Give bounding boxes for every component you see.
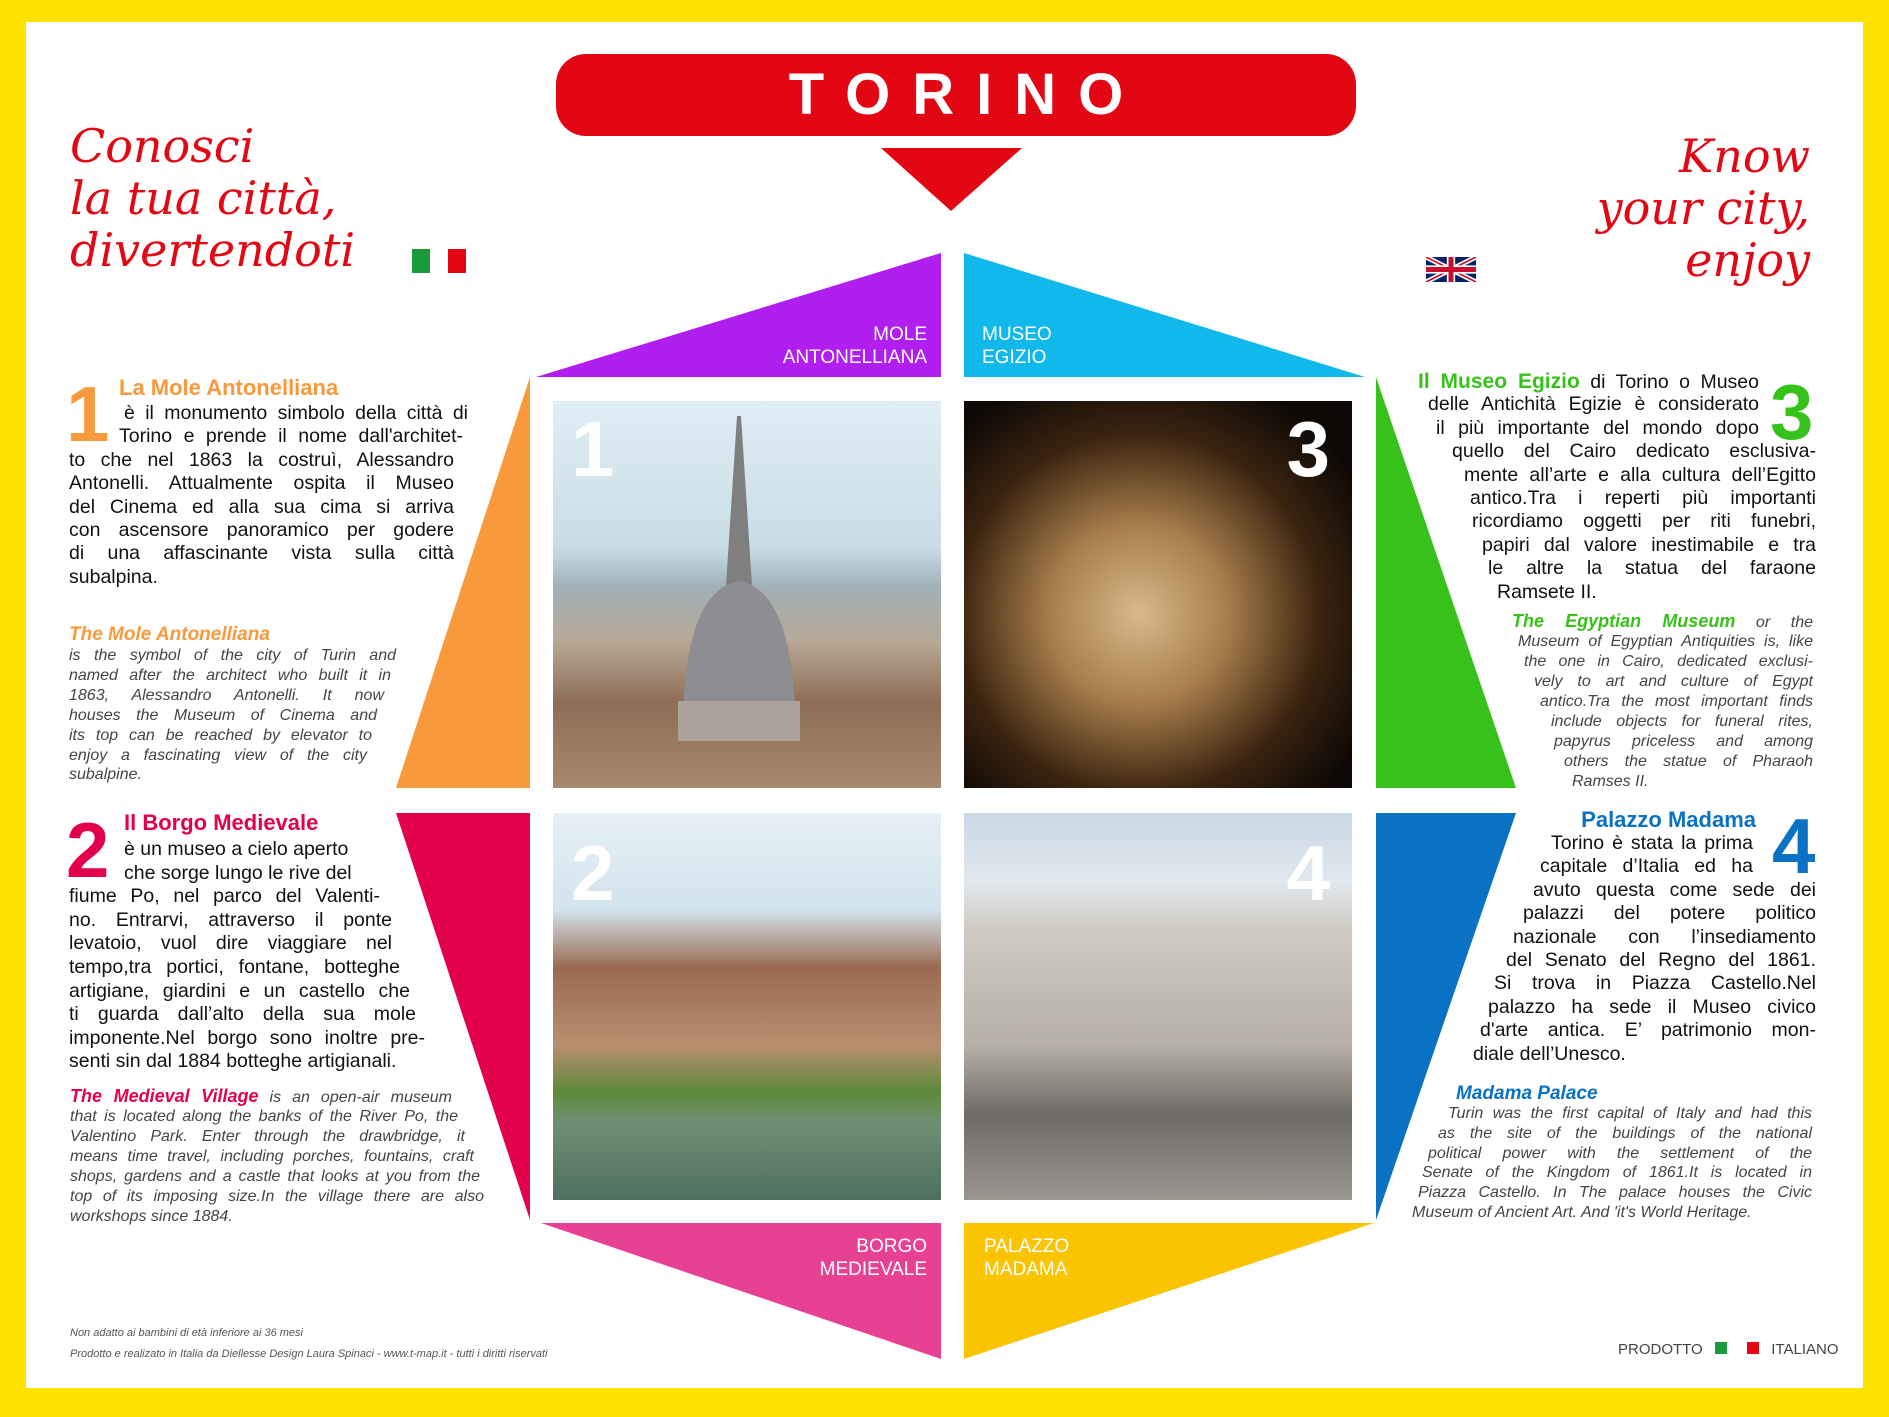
section-text-line: che sorge lungo le rive del (124, 861, 352, 884)
label-line: PALAZZO (984, 1236, 1070, 1257)
section-text-line: Valentino Park. Enter through the drawbridge, it (70, 1128, 465, 1145)
section-text-line: enjoy a fascinating view of the city (69, 746, 367, 764)
section-text-line: Piazza Castello. In The palace houses the Civic (1418, 1184, 1812, 1202)
section-text-line: palazzi del potere politico (1523, 902, 1816, 925)
section-text-line: Antonelli. Attualmente ospita il Museo (69, 472, 454, 495)
section-text-line: d'arte antica. E’ patrimonio mon- (1480, 1019, 1816, 1042)
english-slogan (1597, 130, 1810, 286)
label-line: ANTONELLIANA (782, 347, 927, 368)
section-text-line: papyrus priceless and among (1554, 733, 1813, 750)
section-text-line: capitale d’Italia ed ha (1540, 855, 1753, 878)
section-text-line: diale dell’Unesco. (1473, 1042, 1626, 1065)
section-text-line: Torino e prende il nome dall'architet- (119, 425, 463, 448)
uk-flag-icon (1422, 257, 1480, 282)
photo-number: 2 (571, 829, 615, 917)
photo-palazzo-madama (964, 813, 1352, 1200)
section-text-line: political power with the settlement of the (1428, 1144, 1812, 1162)
section-text-line: il più importante del mondo dopo (1436, 416, 1759, 439)
page-title: TORINO (556, 54, 1356, 136)
section-title: The Mole Antonelliana (69, 624, 270, 645)
section-text-line: antico.Tra the most important finds (1540, 693, 1813, 710)
section-text-line: means time travel, including porches, fountains, craft (70, 1148, 474, 1165)
section-text-line: no. Entrarvi, attraverso il ponte (69, 908, 392, 931)
slogan-line: enjoy (1685, 233, 1810, 287)
section-text-line: tempo,tra portici, fontane, botteghe (69, 956, 400, 978)
label-line: MOLE (873, 324, 927, 345)
section-text-line: others the statue of Pharaoh (1564, 753, 1813, 770)
section-text: is an open-air museum (258, 1089, 452, 1106)
section-text-line: artigiane, giardini e un castello che (69, 979, 410, 1002)
footer-warning: Non adatto ai bambini di età inferiore ai 36 mesi (70, 1327, 303, 1339)
section-text-line (1512, 612, 1813, 632)
section-text-line: vely to art and culture of Egypt (1534, 673, 1813, 690)
section-text-line: avuto questa come sede dei (1533, 878, 1816, 901)
section-text-line: that is located along the banks of the River Po, the (70, 1108, 458, 1125)
green-square-icon (1715, 1342, 1727, 1354)
photo-museo-egizio (964, 401, 1352, 788)
label-palazzo-madama (984, 1235, 1069, 1281)
section-text-line: Museum of Ancient Art. And 'it's World Heritage. (1412, 1204, 1752, 1221)
slogan-line: divertendoti (70, 223, 356, 277)
section-title: The Egyptian Museum (1512, 611, 1736, 631)
section-text-line: ricordiamo oggetti per riti funebri, (1472, 510, 1816, 533)
section-text-line: è un museo a cielo aperto (124, 838, 349, 860)
section-text-line: named after the architect who built it in (69, 666, 391, 684)
section-title: Palazzo Madama (1581, 807, 1756, 832)
label-line: MADAMA (984, 1259, 1068, 1280)
section-text-line: con ascensore panoramico per godere (69, 519, 454, 541)
footer-credits: Prodotto e realizato in Italia da Diellesse Design Laura Spinaci - www.t-map.it - tutti i diritti riservati (70, 1348, 548, 1360)
section-text-line: Si trova in Piazza Castello.Nel (1494, 972, 1816, 995)
section-title: La Mole Antonelliana (119, 375, 339, 400)
section-text: or the (1735, 614, 1813, 631)
photo-mole-antonelliana (553, 401, 941, 788)
section-text-line: quello del Cairo dedicato esclusiva- (1452, 440, 1816, 463)
section-text-line: fiume Po, nel parco del Valenti- (69, 885, 380, 908)
slogan-line: la tua città, (70, 171, 337, 225)
section-text-line: to che nel 1863 la costruì, Alessandro (69, 448, 454, 471)
section-text-line: del Senato del Regno del 1861. (1506, 949, 1816, 971)
section-text-line: Ramsete II. (1497, 580, 1597, 603)
section-text-line: ti guarda dall’alto della sua mole (69, 1003, 416, 1026)
section-number-1: 1 (66, 370, 110, 458)
photo-borgo-medievale (553, 813, 941, 1200)
red-pointer-triangle (881, 148, 1022, 211)
section-text-line: antico.Tra i reperti più importanti (1470, 487, 1816, 509)
section-title: The Medieval Village (70, 1086, 259, 1106)
section-text-line: palazzo ha sede il Museo civico (1488, 995, 1816, 1018)
section-text-line: Museum of Egyptian Antiquities is, like (1518, 633, 1813, 650)
section-text-line: levatoio, vuol dire viaggiare nel (69, 932, 392, 955)
section-number-4: 4 (1772, 802, 1816, 890)
section-text-line: Turin was the first capital of Italy and had this (1448, 1105, 1812, 1122)
section-number-3: 3 (1770, 368, 1814, 456)
made-in-left: PRODOTTO (1618, 1341, 1703, 1358)
section-text-line (1418, 370, 1759, 393)
label-line: EGIZIO (982, 347, 1047, 368)
section-text-line: subalpine. (69, 766, 142, 784)
section-text-line: top of its imposing size.In the village there are also (70, 1188, 484, 1205)
section-text-line: subalpina. (69, 565, 158, 588)
photo-number: 1 (571, 405, 615, 493)
section-text-line: mente all’arte e alla cultura dell’Egitto (1464, 463, 1816, 486)
section-text-line: include objects for funeral rites, (1551, 713, 1813, 730)
section-text-line: its top can be reached by elevator to (69, 726, 372, 744)
section-title: Il Museo Egizio (1418, 370, 1580, 393)
italian-flag-icon (412, 249, 466, 273)
section-text: di Torino o Museo (1579, 371, 1759, 393)
made-in-right: ITALIANO (1771, 1341, 1839, 1358)
section-title: Il Borgo Medievale (124, 810, 319, 835)
made-in-italy (1618, 1341, 1839, 1358)
section-text-line: Senate of the Kingdom of 1861.It is located in (1422, 1164, 1812, 1182)
section-number-2: 2 (66, 806, 110, 894)
section-text-line: senti sin dal 1884 botteghe artigianali. (69, 1050, 397, 1073)
section-text-line: Ramses II. (1572, 773, 1649, 790)
section-text-line: the one in Cairo, dedicated exclusi- (1524, 653, 1813, 670)
label-line: MUSEO (982, 324, 1052, 345)
section-text-line: 1863, Alessandro Antonelli. It now (69, 686, 384, 704)
section-text-line: shops, gardens and a castle that looks at you from the (70, 1168, 480, 1185)
section-text-line: delle Antichità Egizie è considerato (1428, 393, 1759, 416)
slogan-line: Conosci (70, 119, 255, 173)
section-title: Madama Palace (1456, 1083, 1598, 1104)
section-text-line: houses the Museum of Cinema and (69, 706, 377, 724)
section-text-line: di una affascinante vista sulla città (69, 542, 454, 565)
label-borgo-medievale (820, 1235, 927, 1281)
label-museo-egizio (982, 323, 1052, 369)
photo-number: 4 (1286, 829, 1330, 917)
section-text-line: del Cinema ed alla sua cima si arriva (69, 495, 454, 518)
italian-slogan (70, 120, 355, 276)
section-text-line: è il monumento simbolo della città di (124, 402, 468, 424)
section-text-line: le altre la statua del faraone (1488, 557, 1816, 580)
red-square-icon (1747, 1342, 1759, 1354)
section-text-line: nazionale con l’insediamento (1513, 925, 1816, 948)
section-text-line: Torino è stata la prima (1551, 832, 1753, 854)
section-text-line: imponente.Nel borgo sono inoltre pre- (69, 1026, 425, 1049)
section-text-line: as the site of the buildings of the national (1438, 1124, 1812, 1142)
photo-number: 3 (1286, 405, 1330, 493)
label-line: MEDIEVALE (819, 1259, 927, 1280)
slogan-line: your city, (1596, 181, 1810, 235)
section-text-line: papiri dal valore inestimabile e tra (1482, 533, 1816, 556)
label-mole-antonelliana (783, 323, 927, 369)
section-text-line: workshops since 1884. (70, 1208, 233, 1225)
label-line: BORGO (856, 1236, 927, 1257)
slogan-line: Know (1678, 129, 1810, 183)
section-text-line (70, 1087, 452, 1107)
section-text-line: is the symbol of the city of Turin and (69, 647, 396, 664)
